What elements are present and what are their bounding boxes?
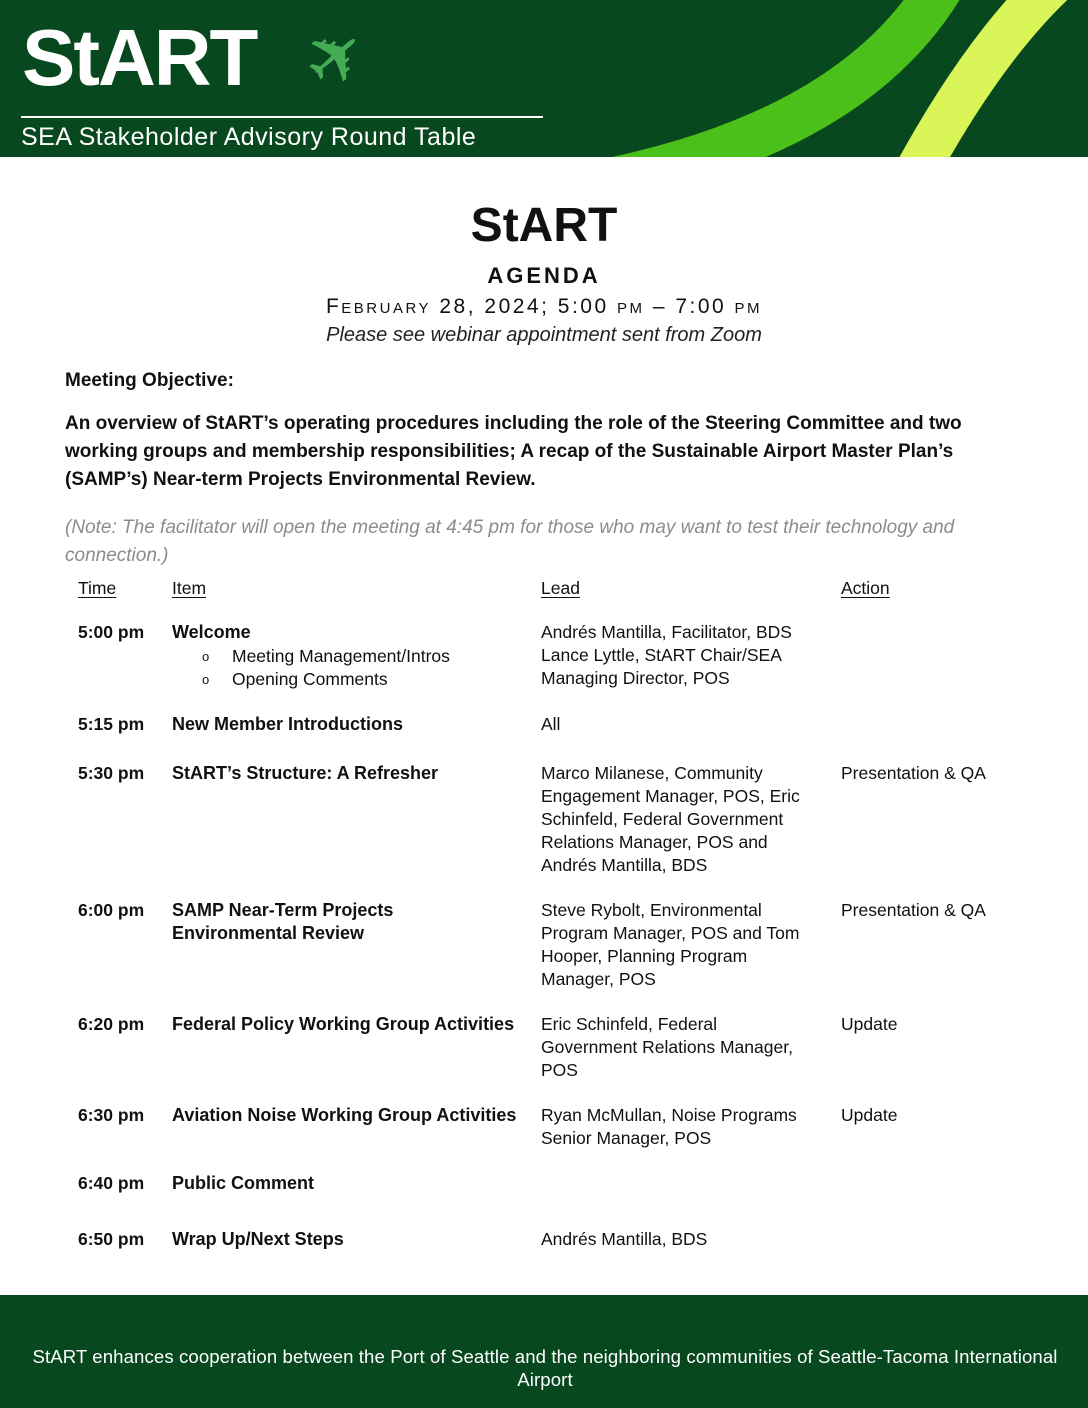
- agenda-time: 6:00 pm: [78, 900, 145, 920]
- agenda-time: 6:20 pm: [78, 1014, 145, 1034]
- agenda-item-cell: [172, 762, 541, 785]
- column-header-lead: Lead: [541, 578, 580, 598]
- agenda-lead-line: Eric Schinfeld, Federal: [541, 1014, 718, 1034]
- agenda-item-cell: [172, 713, 541, 736]
- agenda-row: [78, 762, 1058, 877]
- airplane-icon: ✈: [287, 7, 385, 109]
- agenda-item-bullets: [172, 645, 541, 692]
- agenda-lead-line: Hooper, Planning Program: [541, 946, 748, 966]
- column-header-action: Action: [841, 578, 890, 598]
- meeting-datetime: February 28, 2024; 5:00 pm – 7:00 pm: [325, 295, 763, 318]
- agenda-row: [78, 621, 1058, 691]
- agenda-lead: [541, 899, 841, 991]
- agenda-lead: [541, 1104, 841, 1150]
- agenda-lead-line: Government Relations Manager,: [541, 1037, 793, 1057]
- agenda-table-header: [78, 578, 1058, 599]
- document-title: StART: [470, 199, 618, 252]
- footer-tagline: StART enhances cooperation between the Port of Seattle and the neighboring communities of Seattle-Tacoma International Airport: [32, 1346, 1058, 1390]
- banner-subtitle: SEA Stakeholder Advisory Round Table: [21, 123, 477, 151]
- footer-banner: [0, 1295, 1088, 1408]
- agenda-lead: [541, 762, 841, 877]
- agenda-item-cell: [172, 621, 541, 691]
- agenda-item-cell: [172, 899, 541, 945]
- agenda-item-title: Wrap Up/Next Steps: [172, 1229, 344, 1249]
- agenda-item-bullet-label: Opening Comments: [232, 669, 388, 689]
- agenda-lead: [541, 713, 841, 736]
- column-header-time: Time: [78, 578, 117, 598]
- agenda-table: [78, 578, 1058, 1307]
- agenda-action: Presentation & QA: [841, 900, 986, 920]
- agenda-item-bullet-label: Meeting Management/Intros: [232, 645, 450, 666]
- agenda-lead-line: Managing Director, POS: [541, 668, 730, 688]
- agenda-item-title: Welcome: [172, 622, 251, 642]
- agenda-row: [78, 713, 1058, 736]
- zoom-webinar-note: Please see webinar appointment sent from Zoom: [326, 324, 762, 346]
- objective-heading: Meeting Objective:: [65, 370, 234, 391]
- agenda-item-bullet: [172, 668, 541, 691]
- agenda-lead-line: Engagement Manager, POS, Eric: [541, 786, 800, 806]
- agenda-rows: [78, 621, 1058, 1251]
- agenda-row: [78, 1228, 1058, 1251]
- agenda-time: 6:50 pm: [78, 1229, 145, 1249]
- agenda-row: [78, 1013, 1058, 1082]
- agenda-item-title: Federal Policy Working Group Activities: [172, 1014, 515, 1034]
- start-logo-text: StART: [22, 13, 257, 102]
- agenda-lead: [541, 621, 841, 690]
- logo-underline-rule: [21, 116, 543, 118]
- agenda-lead-line: Ryan McMullan, Noise Programs: [541, 1105, 797, 1125]
- header-banner: [0, 0, 1088, 157]
- agenda-time: 5:15 pm: [78, 714, 145, 734]
- agenda-lead-line: Manager, POS: [541, 969, 656, 989]
- agenda-row: [78, 1104, 1058, 1150]
- agenda-lead: [541, 1013, 841, 1082]
- agenda-lead-line: Andrés Mantilla, BDS: [541, 1229, 708, 1249]
- agenda-lead-line: Andrés Mantilla, Facilitator, BDS: [541, 622, 792, 642]
- title-block: [0, 199, 1088, 347]
- agenda-row: [78, 899, 1058, 991]
- agenda-item-title: Public Comment: [172, 1173, 315, 1193]
- agenda-lead-line: POS: [541, 1060, 578, 1080]
- agenda-item-cell: [172, 1228, 541, 1251]
- agenda-lead-line: Senior Manager, POS: [541, 1128, 712, 1148]
- circle-bullet-icon: o: [202, 648, 210, 664]
- agenda-lead-line: Schinfeld, Federal Government: [541, 809, 784, 829]
- meeting-objective-section: [65, 370, 995, 570]
- agenda-lead-line: Andrés Mantilla, BDS: [541, 855, 708, 875]
- agenda-lead-line: Relations Manager, POS and: [541, 832, 768, 852]
- agenda-time: 6:40 pm: [78, 1173, 145, 1193]
- agenda-lead-line: Lance Lyttle, StART Chair/SEA: [541, 645, 782, 665]
- agenda-row: [78, 1172, 1058, 1195]
- agenda-time: 6:30 pm: [78, 1105, 145, 1125]
- objective-body: An overview of StART’s operating procedures including the role of the Steering Committee and two working groups and membership responsibilities; A recap of the Sustainable Airport Master Plan’s (SAMP’s) Near-term Projects Environmental Review.: [65, 413, 962, 490]
- agenda-item-title: New Member Introductions: [172, 714, 404, 734]
- agenda-lead-line: All: [541, 714, 561, 734]
- agenda-item-title: SAMP Near-Term Projects Environmental Review: [172, 900, 394, 943]
- agenda-item-title: Aviation Noise Working Group Activities: [172, 1105, 517, 1125]
- agenda-lead-line: Steve Rybolt, Environmental: [541, 900, 762, 920]
- agenda-action: Update: [841, 1014, 898, 1034]
- agenda-item-cell: [172, 1172, 541, 1195]
- agenda-item-cell: [172, 1104, 541, 1127]
- agenda-item-bullet: [172, 645, 541, 668]
- bright-green-curve: [590, 0, 960, 157]
- agenda-action: Update: [841, 1105, 898, 1125]
- circle-bullet-icon: o: [202, 672, 210, 687]
- agenda-time: 5:00 pm: [78, 622, 145, 642]
- column-header-item: Item: [172, 578, 207, 598]
- facilitator-note: (Note: The facilitator will open the meeting at 4:45 pm for those who may want to test their technology and connection.): [65, 517, 955, 566]
- agenda-heading: AGENDA: [487, 263, 601, 288]
- agenda-time: 5:30 pm: [78, 763, 145, 783]
- agenda-item-cell: [172, 1013, 541, 1036]
- agenda-lead-line: Marco Milanese, Community: [541, 763, 763, 783]
- agenda-lead-line: Program Manager, POS and Tom: [541, 923, 800, 943]
- agenda-item-title: StART’s Structure: A Refresher: [172, 763, 439, 783]
- agenda-action: Presentation & QA: [841, 763, 986, 783]
- agenda-lead: [541, 1228, 841, 1251]
